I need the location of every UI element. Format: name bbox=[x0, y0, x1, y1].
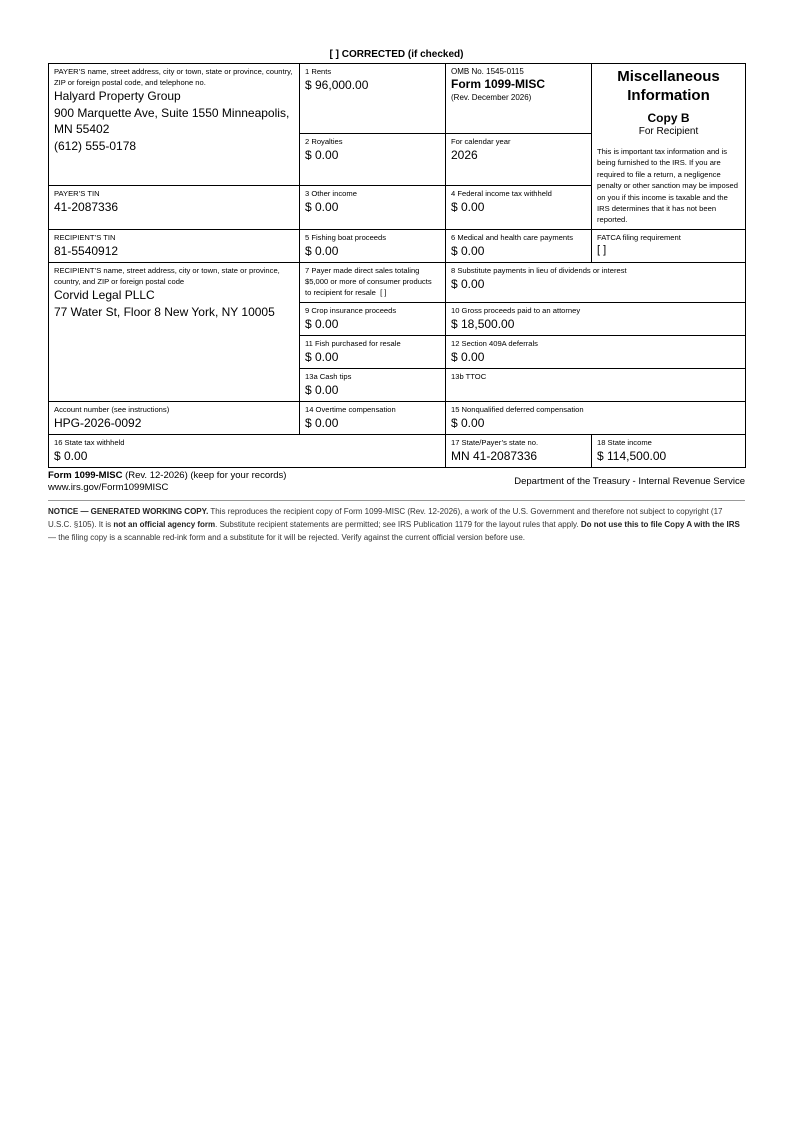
box-1-rents bbox=[300, 64, 446, 134]
box-2-royalties bbox=[300, 134, 446, 186]
box-8-substitute-payments bbox=[446, 263, 746, 303]
notice-lead: NOTICE — GENERATED WORKING COPY. bbox=[48, 507, 209, 516]
box-5-fishing-boat bbox=[300, 230, 446, 263]
recipient-info-cell bbox=[49, 263, 300, 402]
calendar-year-label: For calendar year bbox=[451, 137, 511, 146]
box-12-409a-deferrals bbox=[446, 336, 746, 369]
box-17-state-payer-no bbox=[446, 435, 592, 468]
box-11-fish-purchased bbox=[300, 336, 446, 369]
box-13b-label: 13b TTOC bbox=[451, 372, 487, 381]
recipient-info-label: RECIPIENT’S name, street address, city or town, state or province, country, and ZIP or foreign postal code bbox=[54, 266, 280, 286]
box-12-label: 12 Section 409A deferrals bbox=[451, 339, 538, 348]
copy-label: Copy B bbox=[647, 111, 690, 125]
box-7-direct-sales bbox=[300, 263, 446, 303]
box-1-label: 1 Rents bbox=[305, 67, 332, 76]
calendar-year-cell bbox=[446, 134, 592, 186]
box-3-other-income bbox=[300, 186, 446, 230]
account-number-value: HPG-2026-0092 bbox=[54, 416, 142, 430]
recipient-name: Corvid Legal PLLC bbox=[54, 288, 155, 302]
box-17-value: MN 41-2087336 bbox=[451, 449, 538, 463]
box-16-value: $ 0.00 bbox=[54, 449, 88, 463]
payer-address: 900 Marquette Ave, Suite 1550 Minneapolis, MN 55402 bbox=[54, 105, 290, 136]
payer-phone: (612) 555-0178 bbox=[54, 138, 137, 153]
box-11-label: 11 Fish purchased for resale bbox=[305, 339, 401, 348]
box-8-value: $ 0.00 bbox=[451, 277, 485, 291]
payer-name: Halyard Property Group bbox=[54, 89, 181, 103]
box-1-value: $ 96,000.00 bbox=[305, 78, 369, 92]
box-2-label: 2 Royalties bbox=[305, 137, 343, 146]
account-number-cell bbox=[49, 402, 300, 435]
box-10-attorney-proceeds bbox=[446, 303, 746, 336]
box-18-label: 18 State income bbox=[597, 438, 652, 447]
form-name: Form 1099-MISC bbox=[451, 77, 546, 91]
notice-text-3: — the filing copy is a scannable red-ink form and a substitute for it will be rejected. Verify against the current official version before use. bbox=[48, 533, 525, 542]
box-4-label: 4 Federal income tax withheld bbox=[451, 189, 552, 198]
form-title: Miscellaneous Information bbox=[617, 68, 720, 104]
payer-tin-cell bbox=[49, 186, 300, 230]
for-recipient-label: For Recipient bbox=[638, 126, 699, 137]
box-6-value: $ 0.00 bbox=[451, 244, 485, 258]
box-17-label: 17 State/Payer’s state no. bbox=[451, 438, 539, 447]
box-12-value: $ 0.00 bbox=[451, 350, 485, 364]
box-13a-label: 13a Cash tips bbox=[305, 372, 352, 381]
notice-paragraph bbox=[48, 505, 745, 544]
box-2-value: $ 0.00 bbox=[305, 148, 339, 162]
fatca-cell bbox=[592, 230, 746, 263]
recipient-tin-value: 81-5540912 bbox=[54, 244, 119, 258]
box-4-value: $ 0.00 bbox=[451, 200, 485, 214]
footer-form-name: Form 1099-MISC bbox=[48, 470, 123, 481]
box-5-value: $ 0.00 bbox=[305, 244, 339, 258]
box-9-crop-insurance bbox=[300, 303, 446, 336]
box-13a-value: $ 0.00 bbox=[305, 383, 339, 397]
fatca-label: FATCA filing requirement bbox=[597, 233, 681, 242]
box-14-label: 14 Overtime compensation bbox=[305, 405, 396, 414]
form-1099-misc-grid bbox=[48, 63, 746, 468]
box-16-state-tax bbox=[49, 435, 446, 468]
notice-text-2: . Substitute recipient statements are permitted; see IRS Publication 1179 for the layout rules that apply. bbox=[215, 520, 581, 529]
box-4-federal-tax bbox=[446, 186, 592, 230]
box-11-value: $ 0.00 bbox=[305, 350, 339, 364]
notice-bold-1: not an official agency form bbox=[113, 520, 216, 529]
notice-bold-2: Do not use this to file Copy A with the IRS bbox=[580, 520, 740, 529]
box-3-label: 3 Other income bbox=[305, 189, 357, 198]
box-16-label: 16 State tax withheld bbox=[54, 438, 125, 447]
notice-text-1: This reproduces the recipient copy of Form 1099-MISC (Rev. 12-2026), a work of the U.S. Government and therefore not subject to copyright (17 U.S.C. §105). It is bbox=[48, 507, 723, 529]
form-id-cell bbox=[446, 64, 592, 134]
calendar-year-value: 2026 bbox=[451, 148, 478, 162]
payer-tin-label: PAYER’S TIN bbox=[54, 189, 100, 198]
box-7-label: 7 Payer made direct sales totaling $5,000 or more of consumer products to recipient for resale bbox=[305, 266, 432, 297]
box-15-label: 15 Nonqualified deferred compensation bbox=[451, 405, 584, 414]
footer-url[interactable]: www.irs.gov/Form1099MISC bbox=[48, 482, 169, 493]
footer-department: Department of the Treasury - Internal Revenue Service bbox=[514, 476, 745, 487]
box-6-label: 6 Medical and health care payments bbox=[451, 233, 573, 242]
box-13a-cash-tips bbox=[300, 369, 446, 402]
recipient-tin-cell bbox=[49, 230, 300, 263]
box-5-label: 5 Fishing boat proceeds bbox=[305, 233, 387, 242]
omb-number: OMB No. 1545-0115 bbox=[451, 67, 524, 76]
recipient-tin-label: RECIPIENT’S TIN bbox=[54, 233, 116, 242]
box-9-value: $ 0.00 bbox=[305, 317, 339, 331]
box-10-label: 10 Gross proceeds paid to an attorney bbox=[451, 306, 581, 315]
recipient-address: 77 Water St, Floor 8 New York, NY 10005 bbox=[54, 304, 275, 319]
box-10-value: $ 18,500.00 bbox=[451, 317, 515, 331]
payer-info-label: PAYER’S name, street address, city or town, state or province, country, ZIP or foreign postal code, and telephone no. bbox=[54, 67, 293, 87]
box-14-overtime bbox=[300, 402, 446, 435]
box-6-medical bbox=[446, 230, 592, 263]
box-18-state-income bbox=[592, 435, 746, 468]
fatca-checkbox[interactable]: [ ] bbox=[597, 244, 607, 256]
form-revision: (Rev. December 2026) bbox=[451, 93, 532, 102]
notice-divider bbox=[48, 500, 745, 501]
box-3-value: $ 0.00 bbox=[305, 200, 339, 214]
payer-info-cell bbox=[49, 64, 300, 186]
box-7-checkbox[interactable]: [ ] bbox=[380, 288, 387, 297]
box-14-value: $ 0.00 bbox=[305, 416, 339, 430]
box-15-nonqualified-deferred bbox=[446, 402, 746, 435]
form-footer bbox=[48, 470, 286, 494]
form-title-cell bbox=[592, 64, 746, 230]
corrected-checkbox-label[interactable]: [ ] CORRECTED (if checked) bbox=[329, 49, 464, 60]
box-18-value: $ 114,500.00 bbox=[597, 449, 667, 463]
footer-form-note: (Rev. 12-2026) (keep for your records) bbox=[122, 470, 287, 481]
box-8-label: 8 Substitute payments in lieu of dividends or interest bbox=[451, 266, 627, 275]
box-13b-ttoc bbox=[446, 369, 746, 402]
box-15-value: $ 0.00 bbox=[451, 416, 485, 430]
payer-tin-value: 41-2087336 bbox=[54, 200, 119, 214]
account-number-label: Account number (see instructions) bbox=[54, 405, 170, 414]
box-9-label: 9 Crop insurance proceeds bbox=[305, 306, 397, 315]
important-tax-notice: This is important tax information and is being furnished to the IRS. If you are required to file a return, a negligence penalty or other sanction may be imposed on you if this income is taxable and the IRS determines that it has not been reported. bbox=[597, 147, 738, 225]
